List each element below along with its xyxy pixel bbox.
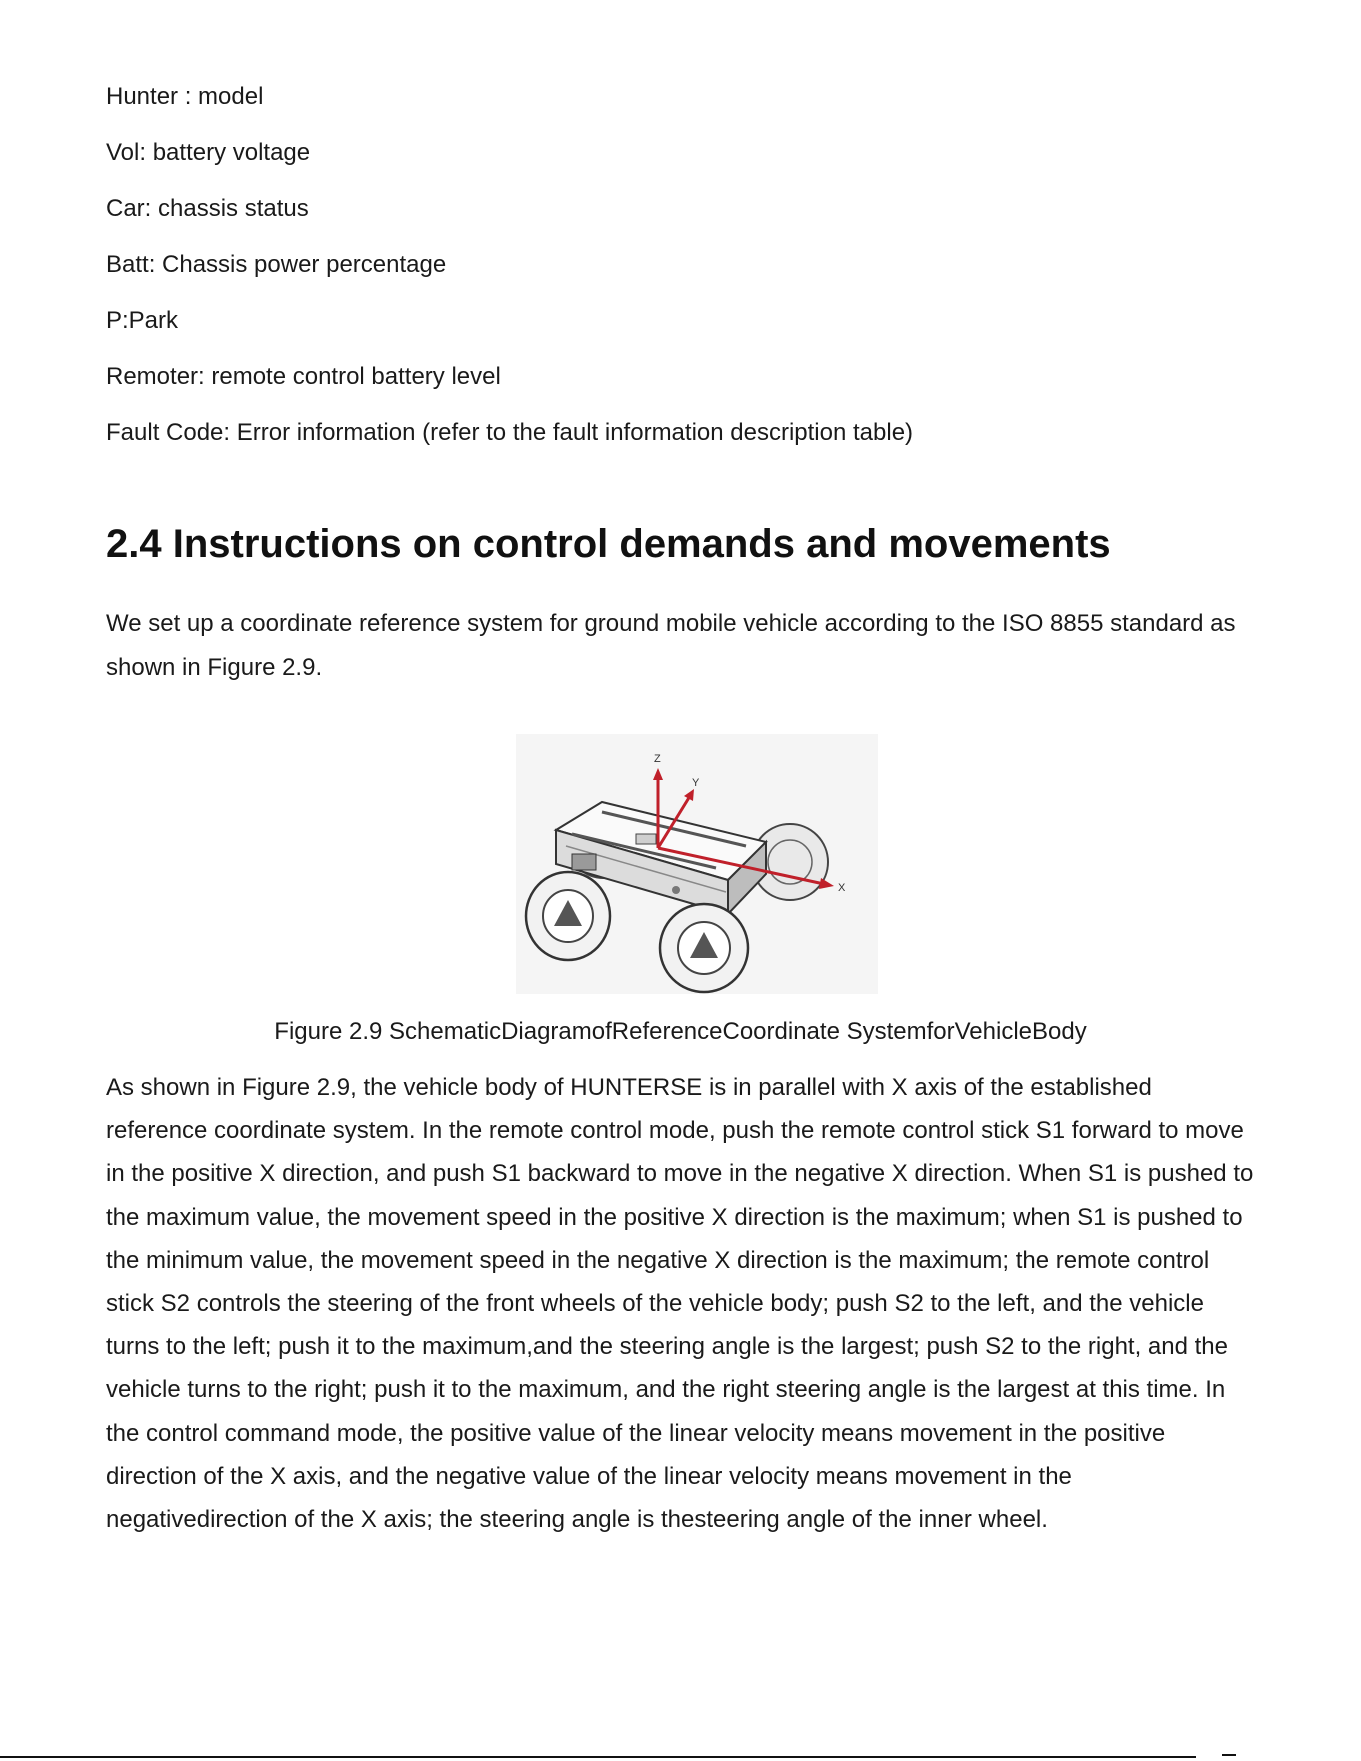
definition-voltage: Vol: battery voltage	[106, 139, 311, 166]
definition-model: Hunter : model	[106, 83, 264, 110]
figure-caption: Figure 2.9 SchematicDiagramofReferenceCoordinate SystemforVehicleBody	[274, 1018, 1087, 1045]
page-bottom-rule	[0, 1756, 1196, 1758]
definition-park: P:Park	[106, 307, 179, 334]
abbreviation-list	[106, 82, 1256, 474]
definition-fault-code: Fault Code: Error information (refer to the fault information description table)	[106, 419, 914, 446]
front-left-wheel	[526, 872, 610, 960]
section-heading: 2.4 Instructions on control demands and movements	[106, 522, 1111, 566]
intro-paragraph: We set up a coordinate reference system for ground mobile vehicle according to the ISO 8855 standard as shown in Figure 2.9.	[106, 610, 1236, 681]
page-corner-mark	[1222, 1754, 1236, 1756]
vehicle-coordinate-figure	[516, 734, 878, 994]
definition-remoter: Remoter: remote control battery level	[106, 363, 501, 390]
y-axis-label: Y	[692, 777, 700, 789]
definition-battery-percentage: Batt: Chassis power percentage	[106, 251, 447, 278]
x-axis-label: X	[838, 882, 846, 894]
definition-chassis-status: Car: chassis status	[106, 195, 309, 222]
front-right-wheel	[660, 904, 748, 992]
vehicle-diagram	[516, 734, 878, 994]
body-paragraph: As shown in Figure 2.9, the vehicle body of HUNTERSE is in parallel with X axis of the established reference coordinate system. In the remote control mode, push the remote control stick S1 forward to move in the positive X direction, and push S1 backward to move in the negative X direction. When S1 is pushed to the maximum value, the movement speed in the positive X direction is the maximum; when S1 is pushed to the minimum value, the movement speed in the negative X direction is the maximum; the remote control stick S2 controls the steering of the front wheels of the vehicle body; push S2 to the left, and the vehicle turns to the left; push it to the maximum,and the steering angle is the largest; push S2 to the right, and the vehicle turns to the right; push it to the maximum, and the right steering angle is the largest at this time. In the control command mode, the positive value of the linear velocity means movement in the positive direction of the X axis, and the negative value of the linear velocity means movement in the negativedirection of the X axis; the steering angle is thesteering angle of the inner wheel.	[106, 1074, 1254, 1534]
z-axis-label: Z	[654, 753, 661, 765]
